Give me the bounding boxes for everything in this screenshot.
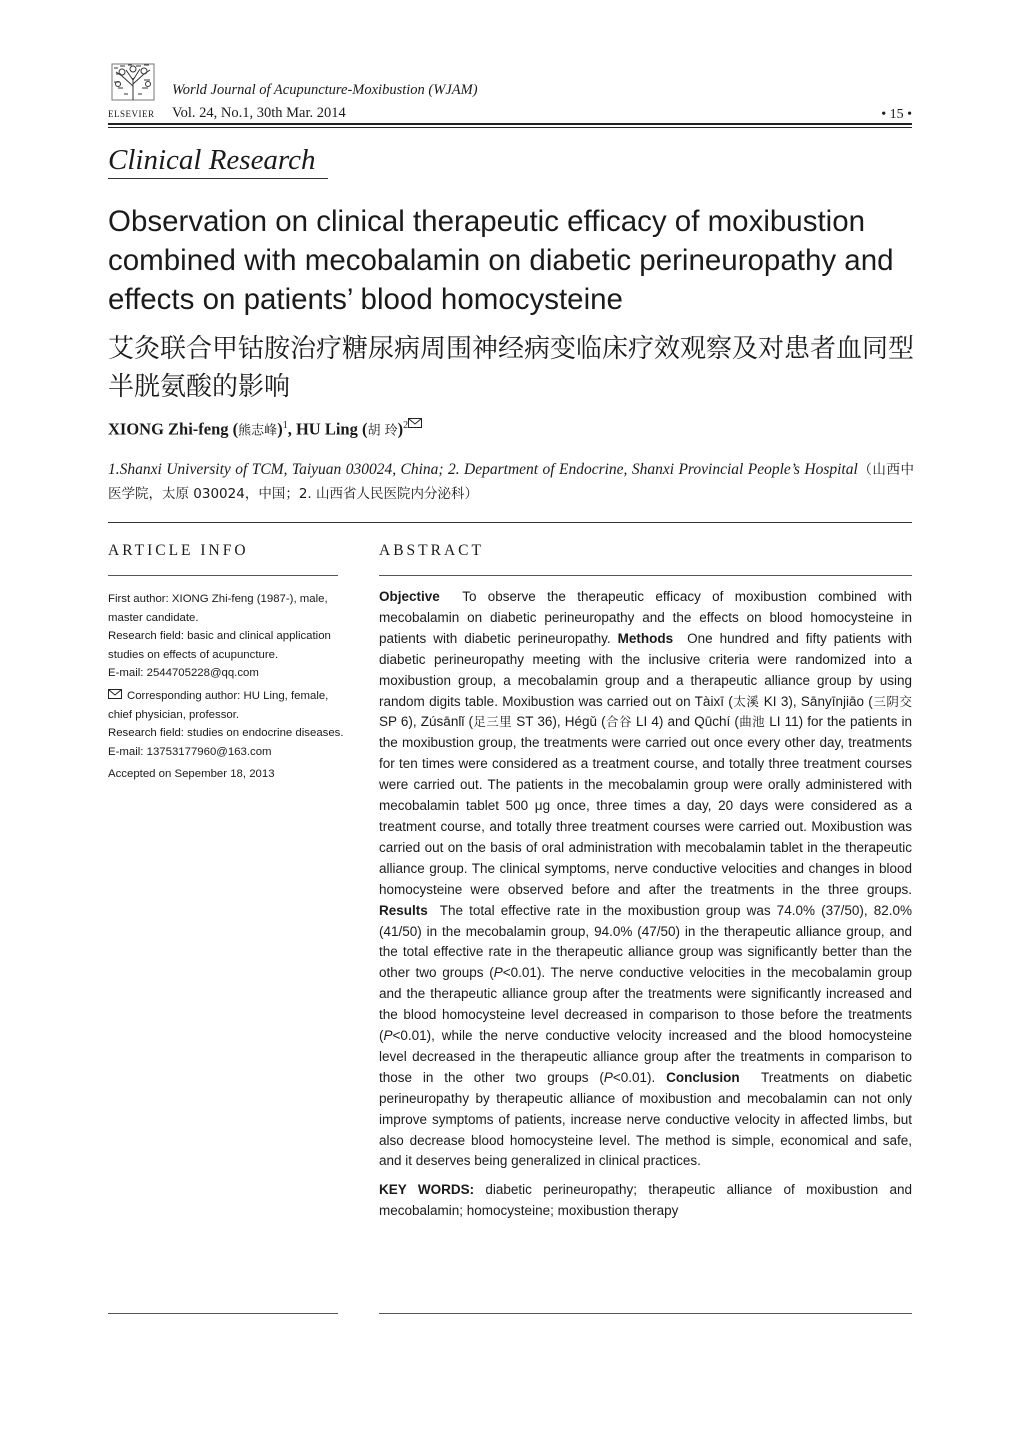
author-1-affil: 1 [282, 420, 288, 431]
envelope-icon [108, 689, 122, 699]
abstract-bottom-rule [379, 1313, 912, 1314]
article-info-heading: ARTICLE INFO [108, 542, 249, 559]
email-1: E-mail: 2544705228@qq.com [108, 667, 259, 680]
abstract-rule [379, 575, 912, 576]
objective-label: Objective [379, 589, 440, 604]
author-2-name: HU Ling ( [295, 419, 368, 439]
results-label: Results [379, 902, 428, 918]
volume-info: Vol. 24, No.1, 30th Mar. 2014 [172, 105, 346, 121]
keywords-label: KEY WORDS: [379, 1182, 475, 1198]
publisher-name: ELSEVIER [108, 109, 155, 119]
tree-icon [108, 60, 158, 104]
first-author: First author: XIONG Zhi-feng (1987-), male, master candidate. [108, 593, 328, 624]
accepted-date: Accepted on Sepember 18, 2013 [108, 768, 275, 781]
article-title-cn: 艾灸联合甲钴胺治疗糖尿病周围神经病变临床疗效观察及对患者血同型半胱氨酸的影响 [108, 334, 915, 402]
page-number: • 15 • [881, 107, 912, 122]
article-title-en: Observation on clinical therapeutic efficacy of moxibustion combined with mecobalamin on diabetic perineuropathy and effects on patients’ blood homocysteine [108, 205, 894, 316]
abstract-text: Objective To observe the therapeutic efficacy of moxibustion combined with mecobalamin on diabetic perineuropathy and the effects on blood homocysteine in patients with diabetic perineuropathy. Methods One hundred and fifty patients with diabetic perineuropathy meeting with the inclusive criteria were randomized into a moxibustion group, a mecobalamin group and a therapeutic alliance group by using random digits table. Moxibustion was carried out on Tàixī (太溪 KI 3), Sānyīnjiāo (三阴交 SP 6), Zúsānlǐ (足三里 ST 36), Hégǔ (合谷 LI 4) and Qūchí (曲池 LI 11) for the patients in the moxibustion group, the treatments were carried out once every other day, treatments for ten times were considered as a treatment course, and totally three treatment courses were carried out. The patients in the mecobalamin group were orally administered with mecobalamin tablet 500 μg once, three times a day, 20 days were considered as a treatment course, and totally three treatment courses were carried out. Moxibustion was carried out on the basis of oral administration with mecobalamin tablet in the therapeutic alliance group. The clinical symptoms, nerve conductive velocities and changes in blood homocysteine were observed before and after the treatments in the three groups. Results The total effective rate in the moxibustion group was 74.0% (37/50), 82.0% (41/50) in the mecobalamin group, 94.0% (47/50) in the therapeutic alliance group, and the total effective rate in the therapeutic alliance group was significantly better than the other two groups (P<0.01). The nerve conductive velocities in the mecobalamin group and the therapeutic alliance group after the treatments were significantly increased and the blood homocysteine level decreased in comparison to those before the treatments (P<0.01), while the nerve conductive velocity increased and the blood homocysteine level decreased in the therapeutic alliance group after the treatments in comparison to those in the other two groups (P<0.01). Conclusion Treatments on diabetic perineuropathy by therapeutic alliance of moxibustion and mecobalamin can not only improve symptoms of patients, increase nerve conductive velocity in affected limbs, but also decrease blood homocysteine level. The method is simple, economical and safe, and it deserves being generalized in clinical practices. [379, 589, 912, 1169]
article-info [108, 590, 344, 784]
author-2-affil: 2 [403, 420, 409, 431]
abstract-heading: ABSTRACT [379, 542, 484, 559]
research-field-2: Research field: studies on endocrine diseases. [108, 727, 344, 740]
journal-abbr: WJAM [433, 82, 473, 98]
author-2-cn: 胡 玲 [367, 423, 398, 439]
affiliation-cn: （山西中医学院，太原 030024，中国；2. 山西省人民医院内分泌科） [108, 462, 915, 502]
section-title: Clinical Research [108, 144, 328, 179]
conclusion-label: Conclusion [666, 1069, 740, 1085]
author-1-name: XIONG Zhi-feng ( [108, 419, 239, 439]
methods-label: Methods [617, 630, 674, 646]
email-2: E-mail: 13753177960@163.com [108, 745, 272, 758]
article-info-rule [108, 575, 338, 576]
affiliations [108, 458, 914, 506]
article-info-bottom-rule [108, 1313, 338, 1314]
authors: XIONG Zhi-feng (熊志峰)$^1$, HU Ling (胡 玲)$^2$ [108, 418, 422, 440]
abstract-body [379, 587, 912, 1222]
author-1-cn: 熊志峰 [238, 423, 278, 439]
envelope-icon [408, 418, 422, 428]
divider [108, 522, 912, 523]
elsevier-logo [108, 60, 162, 120]
corresponding-author: Corresponding author: HU Ling, female, chief physician, professor. [108, 689, 329, 721]
journal-name: World Journal of Acupuncture-Moxibustion (WJAM) [172, 82, 478, 98]
affiliation-en: 1.Shanxi University of TCM, Taiyuan 030024, China; 2. Department of Endocrine, Shanxi Provincial People’s Hospital [108, 461, 858, 478]
header-rule [108, 123, 912, 125]
header-rule-thin [108, 127, 912, 128]
research-field-1: Research field: basic and clinical application studies on effects of acupuncture. [108, 630, 331, 661]
keywords: KEY WORDS: diabetic perineuropathy; therapeutic alliance of moxibustion and mecobalamin; homocysteine; moxibustion therapy [379, 1182, 912, 1219]
journal-header [108, 60, 912, 130]
